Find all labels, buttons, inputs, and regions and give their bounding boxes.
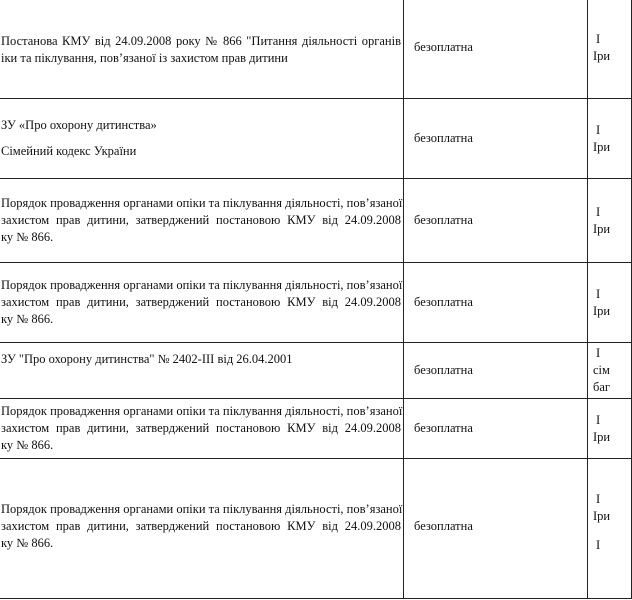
fee-text: безоплатна [414,519,473,533]
truncated-cell [588,179,632,263]
table-row [0,263,632,343]
legal-basis-line: ку № 866. [1,438,54,452]
legal-basis-line: захистом прав дитини, затверджений постановою КМУ від 24.09.2008 [1,421,401,435]
fee-text: безоплатна [414,40,473,54]
fee-text: безоплатна [414,295,473,309]
fee-cell [404,399,588,459]
fee-cell [404,179,588,263]
legal-basis-line: іки та піклування, пов’язаної із захистом прав дитини [1,50,288,65]
truncated-text: Іри [593,221,611,236]
fee-text: безоплатна [414,421,473,435]
truncated-text: сім [593,363,610,377]
table-row [0,459,632,599]
line-spacer [1,134,401,143]
truncated-text: Іри [593,429,611,444]
legal-basis-cell [0,343,404,399]
legal-basis-cell [0,99,404,179]
truncated-text: І [596,286,601,301]
legal-basis-line: Порядок провадження органами опіки та піклування діяльності, пов’язаної [1,196,403,210]
truncated-cell [588,399,632,459]
table-row [0,343,632,399]
legal-basis-line: захистом прав дитини, затверджений постановою КМУ від 24.09.2008 [1,213,401,227]
table-row [0,0,632,99]
legal-basis-line: Постанова КМУ від 24.09.2008 року № 866 "Питання діяльності органів [1,33,401,48]
legal-basis-line: Порядок провадження органами опіки та піклування діяльності, пов’язаної [1,502,403,516]
table-row [0,179,632,263]
fee-cell [404,343,588,399]
legal-basis-line: захистом прав дитини, затверджений постановою КМУ від 24.09.2008 [1,519,401,533]
truncated-text: І [596,204,601,219]
legal-basis-line: Порядок провадження органами опіки та піклування діяльності, пов’язаної [1,404,403,418]
legal-basis-cell [0,263,404,343]
fee-text: безоплатна [414,131,473,145]
fee-cell [404,459,588,599]
truncated-cell [588,263,632,343]
truncated-text: Іри [593,509,611,523]
truncated-cell [588,459,632,599]
legal-basis-cell [0,179,404,263]
truncated-text: І [596,31,601,46]
legal-basis-line: Порядок провадження органами опіки та піклування діяльності, пов’язаної [1,278,403,292]
legal-basis-line: ку № 866. [1,312,54,326]
fee-text: безоплатна [414,363,473,377]
truncated-text: Іри [593,139,611,154]
truncated-text: Іри [593,48,611,63]
truncated-text: І [596,346,601,360]
truncated-text: І [596,538,601,552]
legal-basis-line: Сімейний кодекс України [1,144,137,158]
truncated-text: І [596,122,601,137]
fee-cell [404,263,588,343]
legal-basis-line: захистом прав дитини, затверджений постановою КМУ від 24.09.2008 [1,295,401,309]
truncated-text: І [596,492,601,506]
fee-cell [404,0,588,99]
table-row [0,399,632,459]
truncated-cell [588,343,632,399]
truncated-cell [588,0,632,99]
legal-basis-line: ЗУ "Про охорону дитинства" № 2402-ІІІ від 26.04.2001 [1,352,293,366]
fee-text: безоплатна [414,213,473,227]
legal-basis-cell [0,399,404,459]
legal-basis-line: ку № 866. [1,230,54,244]
legal-basis-line: ЗУ «Про охорону дитинства» [1,118,157,132]
fee-cell [404,99,588,179]
legal-basis-cell [0,0,404,99]
truncated-cell [588,99,632,179]
legal-basis-cell [0,459,404,599]
truncated-text: Іри [593,303,611,318]
table-row [0,99,632,179]
truncated-text: І [596,412,601,427]
truncated-text: баг [593,380,611,394]
legal-basis-line: ку № 866. [1,536,54,550]
